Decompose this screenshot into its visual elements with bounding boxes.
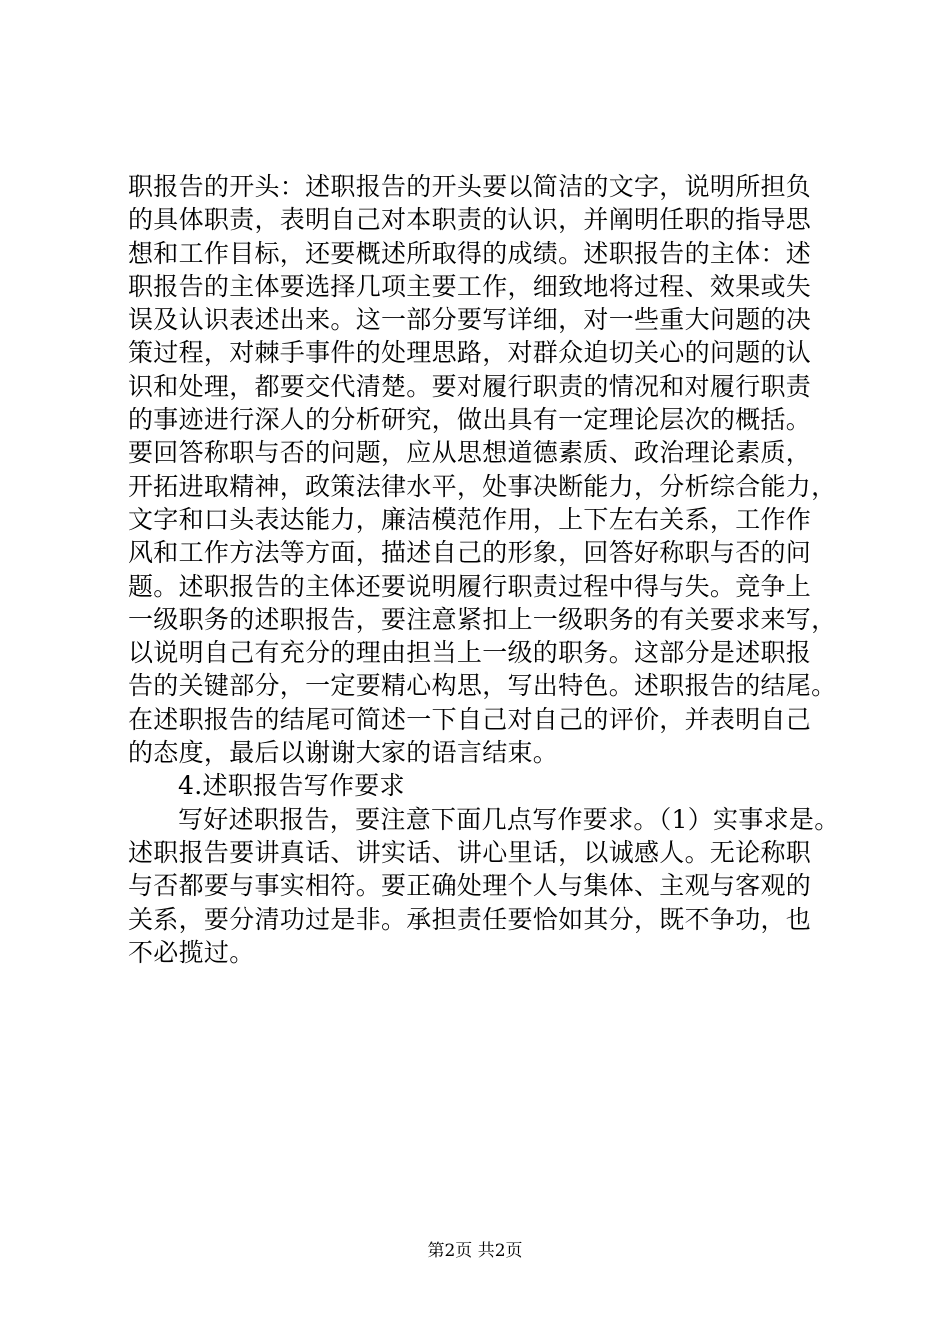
- body-line: 职报告的主体要选择几项主要工作，细致地将过程、效果或失: [128, 271, 812, 301]
- document-body: [128, 170, 840, 969]
- body-line: 写好述职报告，要注意下面几点写作要求。（1）实事求是。: [178, 804, 840, 834]
- body-line: 告的关键部分，一定要精心构思，写出特色。述职报告的结尾。: [128, 671, 837, 701]
- body-line: 关系，要分清功过是非。承担责任要恰如其分，既不争功，也: [128, 904, 812, 934]
- body-line: 一级职务的述职报告，要注意紧扣上一级职务的有关要求来写，: [128, 604, 837, 634]
- section-heading: 4.述职报告写作要求: [178, 771, 405, 801]
- page-number-footer: 第2页 共2页: [427, 1241, 523, 1261]
- body-line: 想和工作目标，还要概述所取得的成绩。述职报告的主体：述: [128, 238, 812, 268]
- body-line: 职报告的开头：述职报告的开头要以简洁的文字，说明所担负: [128, 172, 812, 201]
- body-line: 述职报告要讲真话、讲实话、讲心里话，以诚感人。无论称职: [128, 837, 812, 867]
- body-line: 的态度，最后以谢谢大家的语言结束。: [128, 738, 559, 768]
- body-line: 误及认识表述出来。这一部分要写详细，对一些重大问题的决: [128, 305, 812, 335]
- body-line: 的事迹进行深人的分析研究，做出具有一定理论层次的概括。: [128, 405, 812, 435]
- body-line: 识和处理，都要交代清楚。要对履行职责的情况和对履行职责: [128, 371, 812, 401]
- body-line: 风和工作方法等方面，描述自己的形象，回答好称职与否的问: [128, 538, 812, 568]
- body-line: 的具体职责，表明自己对本职责的认识，并阐明任职的指导思: [128, 205, 812, 235]
- body-line: 策过程，对棘手事件的处理思路，对群众迫切关心的问题的认: [128, 338, 812, 368]
- body-line: 以说明自己有充分的理由担当上一级的职务。这部分是述职报: [128, 638, 812, 668]
- body-line: 题。述职报告的主体还要说明履行职责过程中得与失。竞争上: [128, 571, 812, 601]
- body-line: 不必揽过。: [128, 937, 255, 967]
- body-line: 文字和口头表达能力，廉洁模范作用，上下左右关系，工作作: [128, 504, 812, 534]
- body-line: 与否都要与事实相符。要正确处理个人与集体、主观与客观的: [128, 871, 812, 901]
- body-line: 在述职报告的结尾可简述一下自己对自己的评价，并表明自己: [128, 704, 812, 734]
- body-line: 要回答称职与否的问题，应从思想道德素质、政治理论素质，: [128, 438, 812, 468]
- body-line: 开拓进取精神，政策法律水平，处事决断能力，分析综合能力，: [128, 471, 837, 501]
